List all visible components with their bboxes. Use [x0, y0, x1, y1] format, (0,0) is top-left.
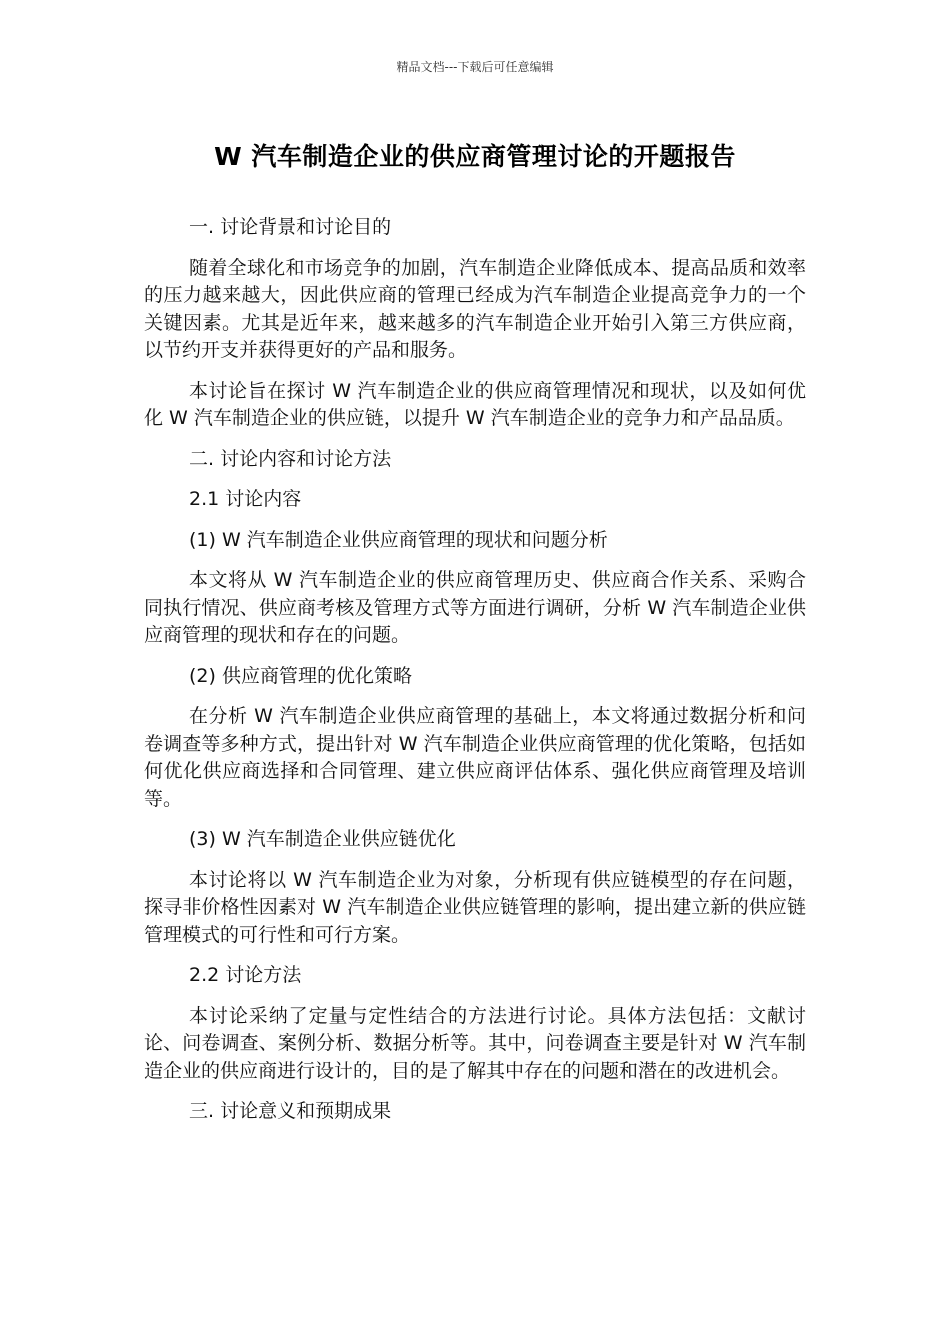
section-heading-background: 一. 讨论背景和讨论目的 [189, 216, 392, 238]
paragraph-purpose: 本讨论旨在探讨 W 汽车制造企业的供应商管理情况和现状，以及如何优化 W 汽车制造企业的供应链，以提升 W 汽车制造企业的竞争力和产品品质。 [144, 379, 806, 429]
item-heading-3: (3) W 汽车制造企业供应链优化 [189, 828, 456, 850]
item-heading-2: (2) 供应商管理的优化策略 [189, 664, 412, 687]
paragraph-item-1: 本文将从 W 汽车制造企业的供应商管理历史、供应商合作关系、采购合同执行情况、供应商考核及管理方式等方面进行调研，分析 W 汽车制造企业供应商管理的现状和存在的问题。 [144, 569, 806, 646]
subsection-heading-method: 2.2 讨论方法 [189, 964, 302, 986]
section-heading-significance: 三. 讨论意义和预期成果 [189, 1100, 392, 1122]
item-heading-1: (1) W 汽车制造企业供应商管理的现状和问题分析 [189, 528, 608, 551]
section-heading-content-method: 二. 讨论内容和讨论方法 [189, 447, 392, 470]
paragraph-method: 本讨论采纳了定量与定性结合的方法进行讨论。具体方法包括：文献讨论、问卷调查、案例分析、数据分析等。其中，问卷调查主要是针对 W 汽车制造企业的供应商进行设计的，目的是了解其中存在的问题和潜在的改进机会。 [144, 1004, 806, 1082]
paragraph-item-3: 本讨论将以 W 汽车制造企业为对象，分析现有供应链模型的存在问题，探寻非价格性因素对 W 汽车制造企业供应链管理的影响，提出建立新的供应链管理模式的可行性和可行方案。 [144, 868, 806, 946]
document-body [144, 214, 806, 1139]
paragraph-item-2: 在分析 W 汽车制造企业供应商管理的基础上，本文将通过数据分析和问卷调查等多种方式，提出针对 W 汽车制造企业供应商管理的优化策略，包括如何优化供应商选择和合同管理、建立供应商评估体系、强化供应商管理及培训等。 [144, 705, 806, 810]
document-title: W 汽车制造企业的供应商管理讨论的开题报告 [214, 142, 736, 171]
paragraph-background: 随着全球化和市场竞争的加剧，汽车制造企业降低成本、提高品质和效率的压力越来越大，因此供应商的管理已经成为汽车制造企业提高竞争力的一个关键因素。尤其是近年来，越来越多的汽车制造企业开始引入第三方供应商，以节约开支并获得更好的产品和服务。 [144, 256, 806, 361]
subsection-heading-content: 2.1 讨论内容 [189, 488, 302, 510]
header-note: 精品文档---下载后可任意编辑 [396, 60, 554, 74]
